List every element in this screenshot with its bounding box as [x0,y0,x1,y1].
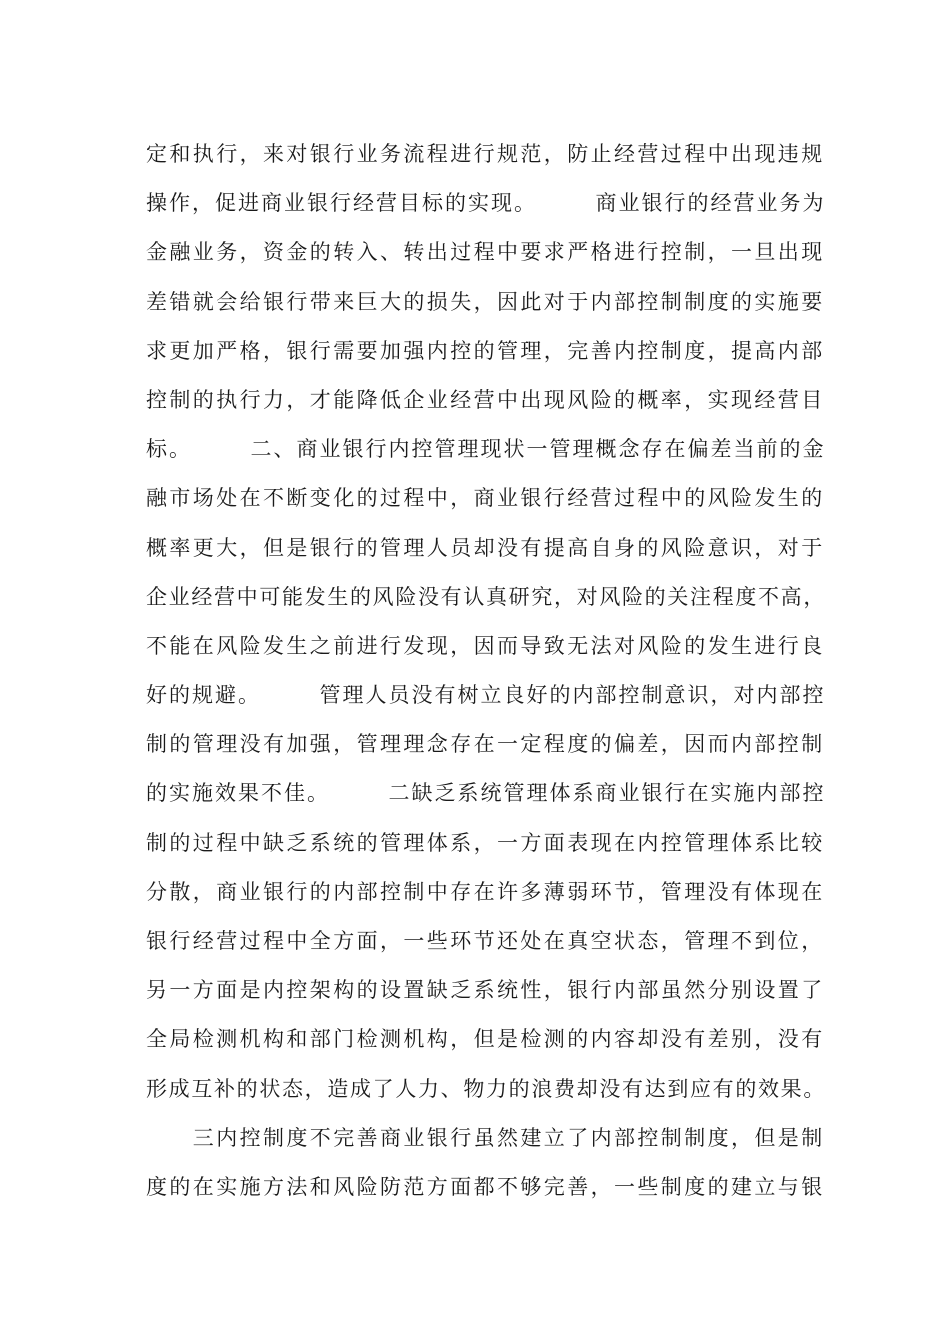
text-line: 求更加严格，银行需要加强内控的管理，完善内控制度，提高内部 [146,338,825,363]
text-line: 操作，促进商业银行经营目标的实现。 商业银行的经营业务为 [146,191,826,216]
text-line: 差错就会给银行带来巨大的损失，因此对于内部控制制度的实施要 [146,289,825,314]
text-line: 全局检测机构和部门检测机构，但是检测的内容却没有差别，没有 [146,1027,825,1052]
text-line: 制的管理没有加强，管理理念存在一定程度的偏差，因而内部控制 [146,732,825,757]
text-line: 的实施效果不佳。 二缺乏系统管理体系商业银行在实施内部控 [146,781,826,806]
text-line: 融市场处在不断变化的过程中，商业银行经营过程中的风险发生的 [146,486,825,511]
text-line: 金融业务，资金的转入、转出过程中要求严格进行控制，一旦出现 [146,240,825,265]
text-line: 度的在实施方法和风险防范方面都不够完善，一些制度的建立与银 [146,1174,825,1199]
text-line: 另一方面是内控架构的设置缺乏系统性，银行内部虽然分别设置了 [146,978,825,1003]
body-text [146,130,826,1212]
text-line: 分散，商业银行的内部控制中存在许多薄弱环节，管理没有体现在 [146,879,825,904]
text-line: 银行经营过程中全方面，一些环节还处在真空状态，管理不到位， [146,929,825,953]
text-line: 形成互补的状态，造成了人力、物力的浪费却没有达到应有的效果。 [146,1076,826,1101]
text-line: 概率更大，但是银行的管理人员却没有提高自身的风险意识，对于 [146,535,825,560]
text-line: 控制的执行力，才能降低企业经营中出现风险的概率，实现经营目 [146,387,825,412]
text-line: 不能在风险发生之前进行发现，因而导致无法对风险的发生进行良 [146,633,825,658]
text-line: 好的规避。 管理人员没有树立良好的内部控制意识，对内部控 [146,683,826,708]
text-line: 企业经营中可能发生的风险没有认真研究，对风险的关注程度不高， [146,584,826,609]
text-line: 标。 二、商业银行内控管理现状一管理概念存在偏差当前的金 [146,437,826,462]
text-line: 制的过程中缺乏系统的管理体系，一方面表现在内控管理体系比较 [146,830,825,855]
text-line: 三内控制度不完善商业银行虽然建立了内部控制制度，但是制 [146,1125,825,1150]
text-line: 定和执行，来对银行业务流程进行规范，防止经营过程中出现违规 [146,142,825,166]
